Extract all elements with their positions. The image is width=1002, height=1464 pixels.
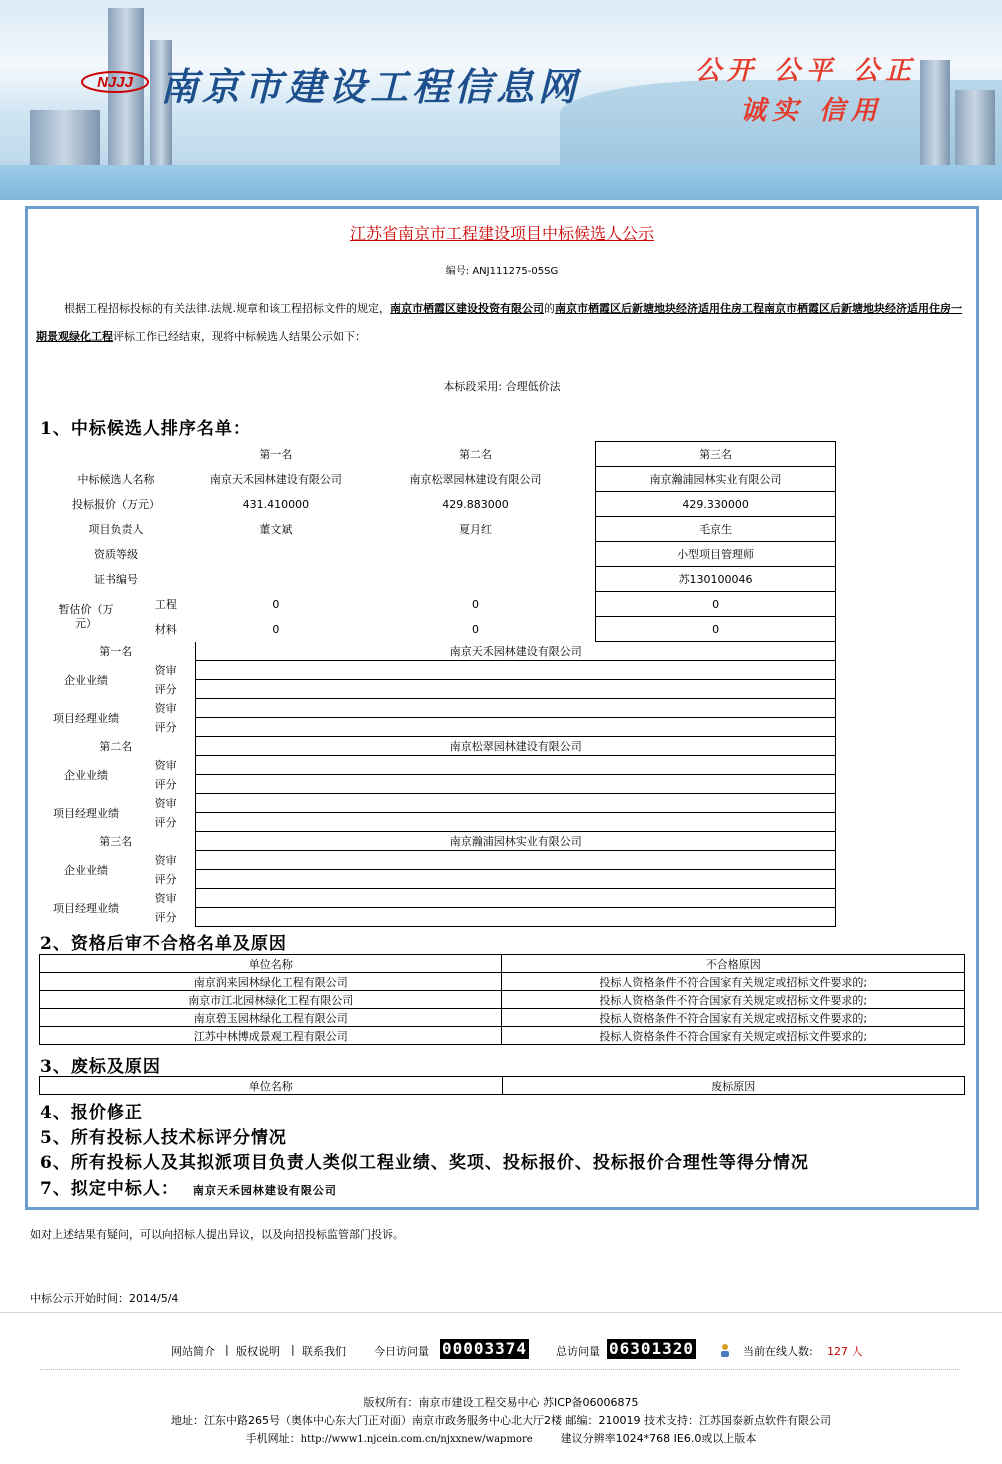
cell-value bbox=[196, 680, 836, 699]
row-label: 资审 bbox=[154, 854, 177, 867]
cell-value bbox=[196, 542, 356, 567]
table-row bbox=[40, 1027, 965, 1045]
table-row bbox=[36, 442, 836, 467]
total-visits-counter: 06301320 bbox=[609, 1339, 695, 1358]
tenderer-name: 南京市栖霞区建设投资有限公司 bbox=[390, 302, 544, 315]
cell-value bbox=[196, 870, 836, 889]
cell-value: 夏月红 bbox=[458, 523, 492, 536]
mobile-url-link[interactable]: http://www1.njcein.com.cn/njxxnew/wapmore bbox=[300, 1434, 533, 1445]
cell-value bbox=[196, 775, 836, 794]
row-label: 证书编号 bbox=[93, 573, 138, 586]
row-label: 工程 bbox=[154, 598, 177, 611]
today-visits-label: 今日访问量 bbox=[374, 1345, 429, 1358]
slogan-line1: 公开 公平 公正 bbox=[695, 56, 918, 86]
cell-value: 0 bbox=[596, 617, 836, 642]
table-row bbox=[36, 517, 836, 542]
column-header: 单位名称 bbox=[40, 955, 502, 973]
table-row bbox=[36, 813, 836, 832]
row-label: 资审 bbox=[154, 759, 177, 772]
cell-value: 南京润来园林绿化工程有限公司 bbox=[40, 973, 502, 991]
table-row bbox=[40, 1009, 965, 1027]
cell-value bbox=[196, 851, 836, 870]
section6-heading: 6、所有投标人及其拟派项目负责人类似工程业绩、奖项、投标报价、投标报价合理性等得分情况 bbox=[40, 1153, 809, 1173]
cell-value: 南京市江北园林绿化工程有限公司 bbox=[40, 991, 502, 1009]
row-label: 企业业绩 bbox=[63, 768, 108, 782]
table-header-row bbox=[40, 1077, 965, 1095]
today-visits-counter: 00003374 bbox=[442, 1339, 528, 1358]
table-row bbox=[36, 908, 836, 927]
notice-number: 编号: ANJ111275-05SG bbox=[445, 266, 559, 277]
table-row bbox=[36, 680, 836, 699]
evaluation-method: 本标段采用: 合理低价法 bbox=[443, 380, 561, 393]
row-label: 资审 bbox=[154, 702, 177, 715]
table-row bbox=[36, 851, 836, 870]
row-label: 企业业绩 bbox=[63, 673, 108, 687]
table-row bbox=[36, 832, 836, 851]
column-header: 单位名称 bbox=[40, 1077, 503, 1095]
section7-heading bbox=[40, 1174, 337, 1199]
section4-heading: 4、报价修正 bbox=[40, 1103, 143, 1123]
cell-value: 0 bbox=[471, 597, 479, 611]
intro-de: 的 bbox=[544, 302, 555, 315]
cell-value bbox=[196, 567, 356, 592]
intro-paragraph bbox=[36, 295, 968, 351]
row-label: 评分 bbox=[154, 873, 177, 886]
project-name: 南京市栖霞区后新塘地块经济适用住房工程南京市栖霞区后新塘地块经济适用住房一期景观绿化工程 bbox=[36, 302, 962, 343]
site-title: 南京市建设工程信息网 bbox=[160, 64, 581, 109]
cell-value bbox=[196, 699, 836, 718]
row-label: 项目经理业绩 bbox=[52, 711, 119, 725]
row-label: 评分 bbox=[154, 911, 177, 924]
table-row bbox=[40, 991, 965, 1009]
footer-bar bbox=[0, 1339, 1002, 1361]
table-row bbox=[36, 642, 836, 661]
table-row bbox=[36, 617, 836, 642]
rank-header: 第一名 bbox=[259, 448, 293, 461]
row-label: 评分 bbox=[154, 683, 177, 696]
banner-building bbox=[955, 90, 995, 165]
publication-start-date: 中标公示开始时间：2014/5/4 bbox=[30, 1292, 179, 1305]
cell-value bbox=[356, 542, 596, 567]
rank-label: 第三名 bbox=[99, 835, 133, 848]
rank-header: 第二名 bbox=[458, 448, 492, 461]
cell-value: 投标人资格条件不符合国家有关规定或招标文件要求的; bbox=[502, 1009, 965, 1027]
banner-strip bbox=[0, 165, 1002, 200]
cell-value: 0 bbox=[471, 622, 479, 636]
cell-value: 429.330000 bbox=[596, 492, 836, 517]
row-label: 评分 bbox=[154, 816, 177, 829]
section3-heading: 3、废标及原因 bbox=[40, 1057, 161, 1077]
cell-value bbox=[196, 756, 836, 775]
cell-value: 南京天禾园林建设有限公司 bbox=[209, 473, 342, 486]
cell-value bbox=[196, 661, 836, 680]
cell-value bbox=[356, 567, 596, 592]
table-row bbox=[36, 794, 836, 813]
row-label: 中标候选人名称 bbox=[77, 473, 155, 486]
site-banner bbox=[0, 0, 1002, 200]
table-row bbox=[36, 661, 836, 680]
table-row bbox=[36, 467, 836, 492]
mobile-label: 手机网址： bbox=[245, 1432, 301, 1445]
table-row bbox=[36, 756, 836, 775]
cell-value: 毛京生 bbox=[596, 517, 836, 542]
row-label: 资质等级 bbox=[93, 548, 138, 561]
rank-label: 第二名 bbox=[99, 740, 133, 753]
table-header-row bbox=[40, 955, 965, 973]
cell-value: 南京松翠园林建设有限公司 bbox=[409, 473, 542, 486]
cell-value: 0 bbox=[272, 597, 280, 611]
table-row bbox=[40, 973, 965, 991]
site-logo[interactable] bbox=[80, 66, 150, 96]
footer-separator: | bbox=[225, 1343, 229, 1356]
cell-value: 429.883000 bbox=[442, 497, 509, 511]
table-row bbox=[36, 492, 836, 517]
cell-value: 南京瀚浦园林实业有限公司 bbox=[596, 467, 836, 492]
mobile-line bbox=[0, 1430, 1002, 1446]
winner-name: 南京天禾园林建设有限公司 bbox=[192, 1184, 337, 1197]
cell-value: 江苏中林博成景观工程有限公司 bbox=[40, 1027, 502, 1045]
disqualified-table bbox=[39, 954, 965, 1045]
cell-value: 小型项目管理师 bbox=[596, 542, 836, 567]
row-label: 评分 bbox=[154, 721, 177, 734]
rank-company: 南京瀚浦园林实业有限公司 bbox=[196, 832, 836, 851]
footer-link-about[interactable]: 网站简介 bbox=[171, 1345, 215, 1358]
row-label: 材料 bbox=[154, 623, 177, 636]
copyright-text: 版权所有：南京市建设工程交易中心 苏ICP备06006875 bbox=[363, 1396, 639, 1409]
cell-value: 0 bbox=[272, 622, 280, 636]
footer-link-contact[interactable]: 联系我们 bbox=[302, 1345, 346, 1358]
footer-dotted-divider bbox=[40, 1369, 960, 1370]
cell-value bbox=[196, 908, 836, 927]
row-label: 项目负责人 bbox=[88, 523, 144, 536]
cell-value: 0 bbox=[596, 592, 836, 617]
intro-prefix: 根据工程招标投标的有关法律.法规.规章和该工程招标文件的规定， bbox=[64, 302, 390, 315]
cell-value: 431.410000 bbox=[242, 497, 310, 511]
candidate-table bbox=[36, 441, 836, 927]
row-label: 资审 bbox=[154, 892, 177, 905]
row-label: 资审 bbox=[154, 797, 177, 810]
column-header: 废标原因 bbox=[502, 1077, 965, 1095]
online-users-label: 当前在线人数: bbox=[743, 1345, 813, 1358]
section7-label: 7、拟定中标人： bbox=[40, 1179, 179, 1199]
online-users-count: 127 人 bbox=[827, 1345, 863, 1358]
rank-company: 南京天禾园林建设有限公司 bbox=[196, 642, 836, 661]
table-row bbox=[36, 870, 836, 889]
notice-frame bbox=[25, 206, 979, 1210]
online-users-icon bbox=[719, 1343, 731, 1357]
total-visits-label: 总访问量 bbox=[556, 1345, 600, 1358]
cell-value: 投标人资格条件不符合国家有关规定或招标文件要求的; bbox=[502, 1027, 965, 1045]
cell-value bbox=[196, 813, 836, 832]
cell-value bbox=[196, 794, 836, 813]
rank-company: 南京松翠园林建设有限公司 bbox=[196, 737, 836, 756]
table-row bbox=[36, 718, 836, 737]
table-row bbox=[36, 699, 836, 718]
rank-header: 第三名 bbox=[596, 442, 836, 467]
table-row bbox=[36, 592, 836, 617]
resolution-note: 建议分辨率1024*768 IE6.0或以上版本 bbox=[560, 1432, 757, 1445]
column-header: 不合格原因 bbox=[502, 955, 965, 973]
section5-heading: 5、所有投标人技术标评分情况 bbox=[40, 1128, 287, 1148]
table-row bbox=[36, 737, 836, 756]
banner-building bbox=[30, 110, 100, 165]
invalid-bid-table bbox=[39, 1076, 965, 1095]
row-label: 资审 bbox=[154, 664, 177, 677]
objection-note: 如对上述结果有疑问，可以向招标人提出异议，以及向招投标监管部门投诉。 bbox=[30, 1228, 404, 1241]
table-row bbox=[36, 567, 836, 592]
cell-value bbox=[196, 889, 836, 908]
address-text: 地址：江东中路265号（奥体中心东大门正对面）南京市政务服务中心北大厅2楼 邮编：210019 技术支持：江苏国泰新点软件有限公司 bbox=[171, 1414, 831, 1427]
table-row bbox=[36, 775, 836, 794]
row-label: 企业业绩 bbox=[63, 863, 108, 877]
footer-divider bbox=[0, 1312, 1002, 1313]
footer-separator: | bbox=[291, 1343, 295, 1356]
table-row bbox=[36, 542, 836, 567]
row-label: 暂估价（万元） bbox=[58, 602, 114, 630]
row-label: 投标报价（万元） bbox=[71, 498, 160, 511]
cell-value: 投标人资格条件不符合国家有关规定或招标文件要求的; bbox=[502, 991, 965, 1009]
rank-label: 第一名 bbox=[99, 645, 133, 658]
row-label: 项目经理业绩 bbox=[52, 806, 119, 820]
section1-heading: 1、中标候选人排序名单： bbox=[40, 419, 251, 439]
slogan-line2: 诚实 信用 bbox=[740, 96, 884, 126]
table-row bbox=[36, 889, 836, 908]
intro-suffix: 评标工作已经结束，现将中标候选人结果公示如下： bbox=[113, 330, 366, 343]
logo-text: NJJJ bbox=[97, 74, 133, 91]
cell-value: 投标人资格条件不符合国家有关规定或招标文件要求的; bbox=[502, 973, 965, 991]
row-label: 评分 bbox=[154, 778, 177, 791]
cell-value: 董文斌 bbox=[259, 523, 293, 536]
cell-value: 苏130100046 bbox=[596, 567, 836, 592]
banner-building bbox=[920, 60, 950, 165]
row-label: 项目经理业绩 bbox=[52, 901, 119, 915]
section2-heading: 2、资格后审不合格名单及原因 bbox=[40, 934, 287, 954]
page-title: 江苏省南京市工程建设项目中标候选人公示 bbox=[349, 224, 654, 243]
footer-link-copyright[interactable]: 版权说明 bbox=[236, 1345, 280, 1358]
cell-value bbox=[196, 718, 836, 737]
cell-value: 南京碧玉园林绿化工程有限公司 bbox=[40, 1009, 502, 1027]
